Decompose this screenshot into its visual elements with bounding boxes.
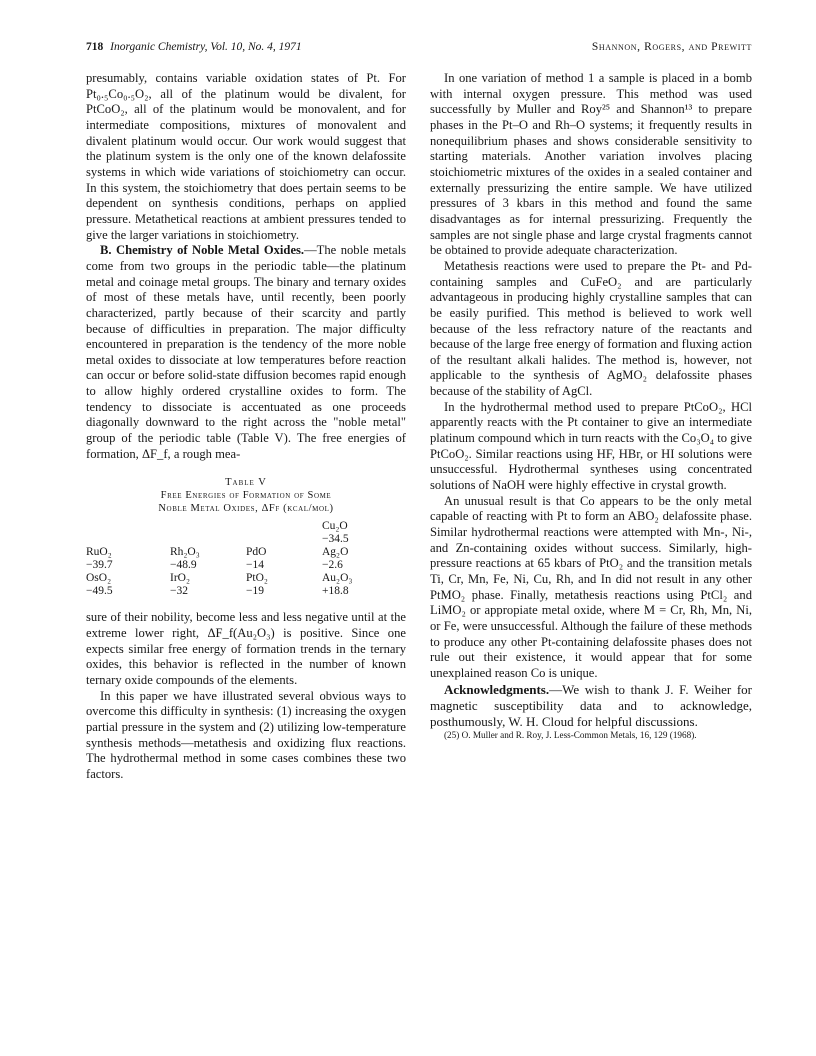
table-cell: Au₂O₃ [322,572,353,585]
section-heading: B. Chemistry of Noble Metal Oxides. [100,243,305,258]
paragraph: In this paper we have illustrated several obvious ways to overcome this difficulty in synthesis: (1) increasing the oxygen partial pressure in the system and (2) utilizing low-temperature synthesis methods—metathesis and oxidizing flux reactions. The hydrothermal method in some cases combines these two factors. [86,688,406,781]
table-v [86,476,406,598]
left-column [86,71,406,783]
paragraph: An unusual result is that Co appears to be the only metal capable of reacting with Pt to form an ABO₂ delafossite phase. Similar hydrothermal reactions were attempted with Mn-, Ni-, and Zn-containing oxides without success. Similarly, high-pressure reactions at 65 kbars of PtO₂ and the transition metals Ti, Cr, Mn, Fe, Ni, Cu, Rh, and In did not result in any other PtMO₂ phase. Finally, metathesis reactions using PtCl₂ and LiMO₂ or appropiate metal oxide, where M = Cr, Rh, Mn, Ni, or Fe, were unsuccessful. Although the failure of these methods to produce any other Pt-containing delafossite phases does not rule out their existence, it would appear that for some unexplained reason Co is unique. [430,493,752,680]
paragraph: presumably, contains variable oxidation states of Pt. For Pt₀.₅Co₀.₅O₂, all of the platinum would be divalent, for PtCoO₂, all of the platinum would be monovalent, and for intermediate compositions, mixtures of monovalent and divalent platinum would occur. Our work would suggest that the platinum system is the only one of the known delafossite systems in which wide variations of stoichiometry can occur. In this system, the stoichiometry that does pertain seems to be dependent on synthesis conditions, perhaps on applied pressure. Metathetical reactions at ambient pressures tended to give the larger variations in stoichiometry. [86,71,406,242]
table-cell: IrO₂ [170,572,190,585]
right-column [430,71,752,741]
table-cell: PdO [246,546,267,559]
table-cell [170,533,246,546]
table-row [86,546,406,559]
table-cell [86,520,170,533]
paragraph: In the hydrothermal method used to prepare PtCoO₂, HCl apparently reacts with the Pt container to give an intermediate platinum compound which in turn reacts with the Co₃O₄ to give PtCoO₂. Similar reactions using HF, HBr, or HI solutions were unsuccessful. Hydrothermal syntheses using concentrated solutions of NaOH were highly effective in crystal growth. [430,399,752,493]
page-number: 718 [86,41,104,53]
table-subtitle-2: Noble Metal Oxides, ΔFf (kcal/mol) [158,503,334,515]
table-cell [246,520,322,533]
section-body: —The noble metals come from two groups in the periodic table—the platinum metal and coinage metal groups. The binary and ternary oxides of most of these metals have, until recently, been poorly characterized, partly because of their scarcity and partly because of difficulties in preparation. The major difficulty encountered in preparation is the tendency of the more noble metal oxides to dissociate at low temperatures before reaction can occur or before solid-state diffusion becomes rapid enough to allow highly ordered crystalline oxides to form. The tendency to dissociate is accentuated as one proceeds diagonally downward to the right across the "noble metal" group of the periodic table (Table V). The free energies of formation, ΔF_f, a rough mea- [86,243,406,461]
table-cell: Rh₂O₃ [170,546,200,559]
paragraph: Metathesis reactions were used to prepare the Pt- and Pd-containing samples and CuFeO₂ and are particularly advantageous in producing highly crystalline samples that can be easily purified. This method is believed to work well because of the less refractory nature of the reactants and because of the large free energy of formation and fluxing action of the resultant alkali halides. The method is, however, not applicable to the synthesis of AgMO₂ delafossite phases because of the stability of AgCl. [430,258,752,399]
paragraph: sure of their nobility, become less and less negative until at the extreme lower right, ΔF_f(Au₂O₃) is positive. Since one expects similar free energy of formation trends in the ternary oxides, this behavior is reflected in the number of known ternary oxide compounds of the elements. [86,610,406,688]
table-cell [246,533,322,546]
journal-citation: Inorganic Chemistry, Vol. 10, No. 4, 1971 [110,41,302,53]
page-header [86,41,752,57]
section-paragraph [86,243,406,462]
ack-text: —We wish to thank J. F. Weiher for magnetic susceptibility data and to acknowledge, posthumously, W. H. Cloud for helpful discussions. [430,681,752,729]
table-cell: −49.5 [86,585,113,598]
footnote: (25) O. Muller and R. Roy, J. Less-Common Metals, 16, 129 (1968). [444,729,697,740]
table-row [86,572,406,585]
running-authors: Shannon, Rogers, and Prewitt [591,41,752,53]
table-cell: Cu₂O [322,520,348,533]
oxide-table [86,520,406,598]
table-cell: −34.5 [322,533,349,546]
table-cell: +18.8 [322,585,349,598]
paragraph: In one variation of method 1 a sample is placed in a bomb with internal oxygen pressure. This method was used successfully by Muller and Roy²⁵ and Shannon¹³ to prepare phases in the Pt–O and Rh–O systems; it frequently results in nonequilibrium phases and shows considerable sensitivity to starting materials. Another variation involves placing stoichiometric mixtures of the oxides in a sealed container and externally pressurizing the entire sample. We have utilized pressures of 3 kbars in this method and found the same disadvantages as for internal pressurizing. Frequently the samples are not single phase and large crystal fragments cannot be obtained to provide adequate characterization. [430,71,752,258]
table-cell: −32 [170,585,188,598]
table-cell: −19 [246,585,264,598]
table-cell: OsO₂ [86,572,112,585]
table-row [86,520,406,533]
table-row [86,585,406,598]
ack-heading: Acknowledgments. [444,681,550,697]
table-row [86,533,406,546]
table-cell: RuO₂ [86,546,112,559]
table-cell [170,520,246,533]
acknowledgments [430,682,752,730]
table-cell: −39.7 [86,559,113,572]
table-subtitle-1: Free Energies of Formation of Some [160,490,332,502]
table-cell: −48.9 [170,559,197,572]
table-cell: Ag₂O [322,546,349,559]
table-cell [86,533,170,546]
table-caption: Table V [225,477,267,489]
table-row [86,559,406,572]
table-cell: −2.6 [322,559,343,572]
table-cell: PtO₂ [246,572,268,585]
table-cell: −14 [246,559,264,572]
